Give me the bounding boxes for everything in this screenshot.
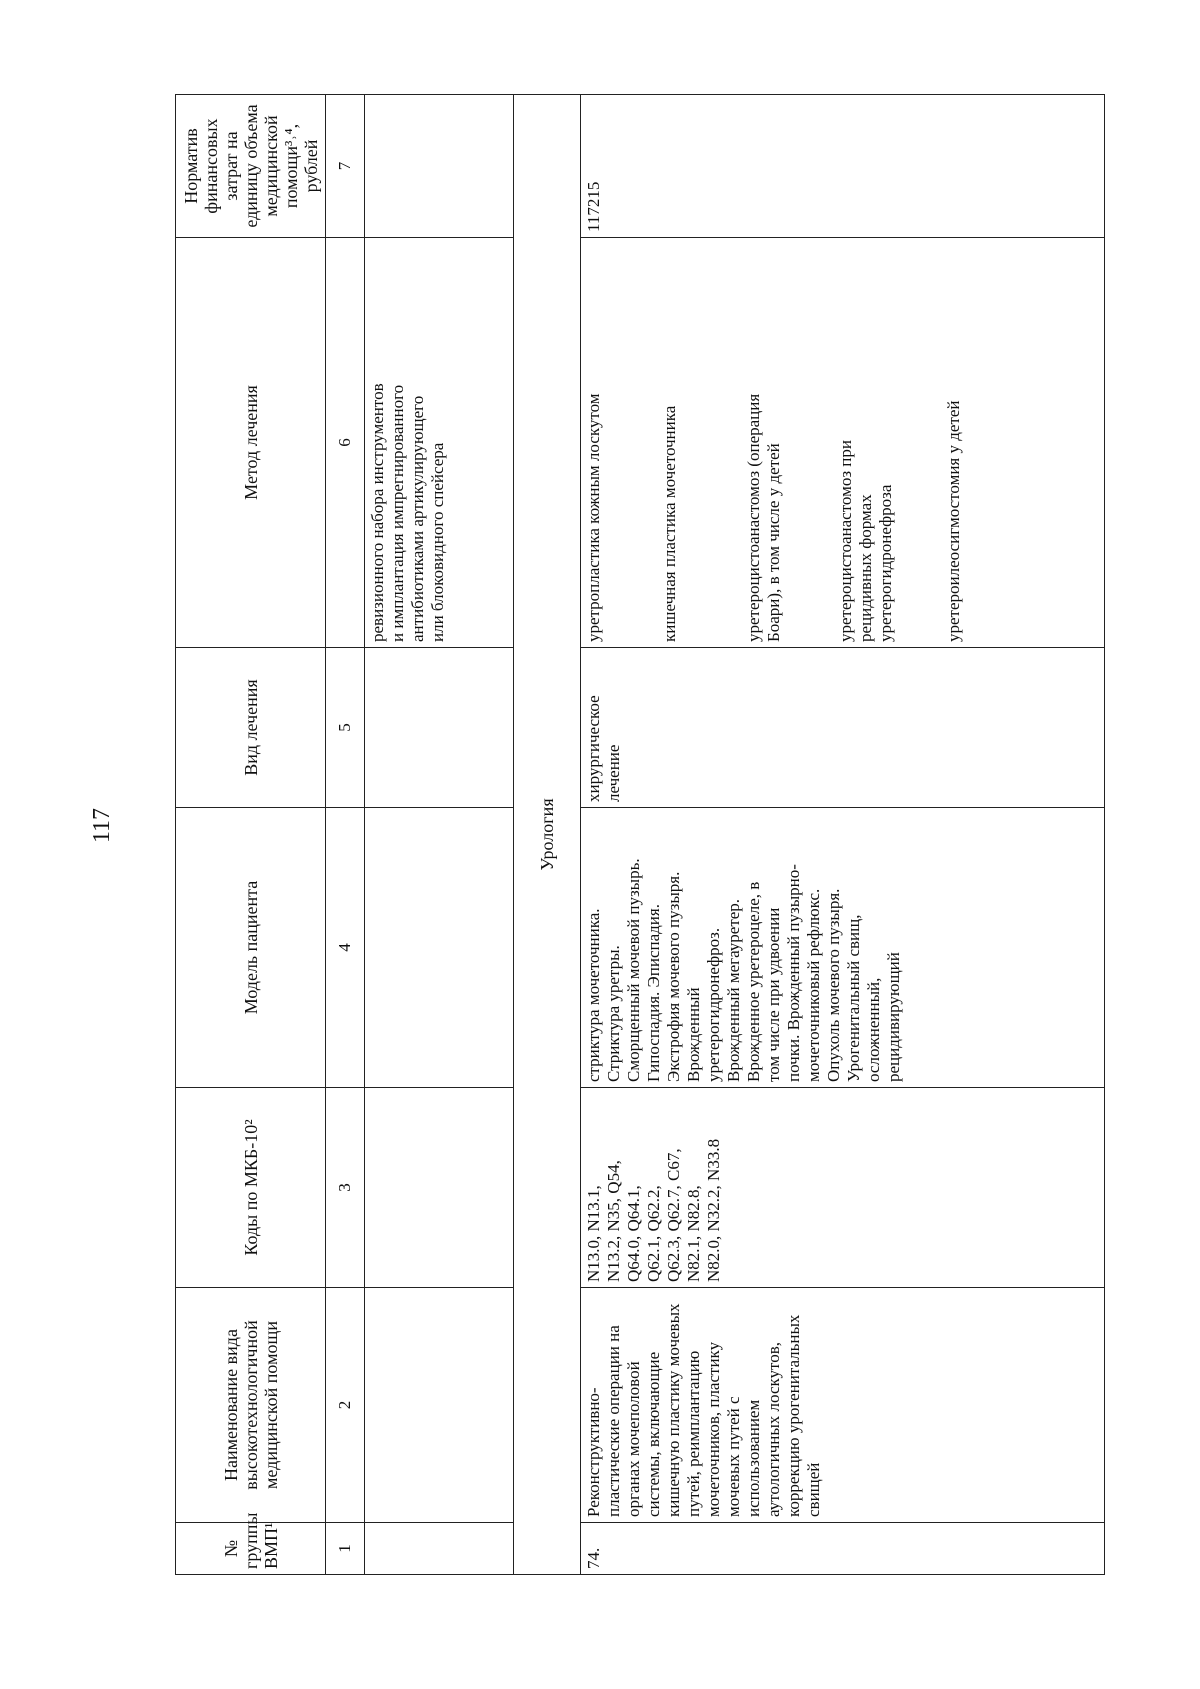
column-number: 7 — [326, 95, 365, 238]
column-number: 2 — [326, 1288, 365, 1523]
empty-cell — [365, 1288, 514, 1523]
method-item: уретероцистоанастомоз (операция Боари), в том числе у детей — [744, 393, 783, 642]
patient-model: стриктура мочеточника. Стриктура уретры. Сморщенный мочевой пузырь. Гипоспадия. Эписпадия. Экстрофия мочевого пузыря. Врожденный уретерогидронефроз. Врожденный мегауретер. Врожденное уретероцеле, в том числе при удвоении почки. Врожденный пузырно- мочеточниковый рефлюкс. Опухоль мочевого пузыря. Урогенитальный свищ, осложненный, рецидивирующий — [581, 808, 1105, 1088]
header-name: Наименование вида высокотехнологичной медицинской помощи — [176, 1288, 326, 1523]
treatment-methods — [581, 238, 1105, 648]
treatment-type: хирургическое лечение — [581, 648, 1105, 808]
empty-cell — [365, 808, 514, 1088]
continuation-row — [365, 95, 514, 1575]
continuation-method: ревизионного набора инструментов и имплантация импрегнированного антибиотиками артикулирующего или блоковидного спейсера — [365, 238, 514, 648]
column-number: 4 — [326, 808, 365, 1088]
column-number: 1 — [326, 1523, 365, 1575]
header-group-number: № группы ВМП¹ — [176, 1523, 326, 1575]
icd-codes: N13.0, N13.1, N13.2, N35, Q54, Q64.0, Q64.1, Q62.1, Q62.2, Q62.3, Q62.7, C67, N82.1, N82.8, N82.0, N32.2, N33.8 — [581, 1088, 1105, 1288]
header-treatment-type: Вид лечения — [176, 648, 326, 808]
header-cost: Норматив финансовых затрат на единицу объема медицинской помощи³˒⁴, рублей — [176, 95, 326, 238]
header-patient-model: Модель пациента — [176, 808, 326, 1088]
method-item: уретероцистоанастомоз при рецидивных формах уретерогидронефроза — [836, 440, 895, 642]
empty-cell — [365, 1523, 514, 1575]
section-row — [514, 95, 581, 1575]
column-number-row — [326, 95, 365, 1575]
vmp-name: Реконструктивно- пластические операции на органах мочеполовой системы, включающие кишечную пластику мочевых путей, реимплантацию мочеточников, пластику мочевых путей с использованием аутологичных лоскутов, коррекцию урогенитальных свищей — [581, 1288, 1105, 1523]
header-row — [176, 95, 326, 1575]
cost-value: 117215 — [581, 95, 1105, 238]
empty-cell — [365, 648, 514, 808]
group-number: 74. — [581, 1523, 1105, 1575]
header-codes: Коды по МКБ-10² — [176, 1088, 326, 1288]
method-item: уретропластика кожным лоскутом — [584, 393, 603, 642]
vmp-table — [175, 94, 1105, 1575]
column-number: 3 — [326, 1088, 365, 1288]
rotated-table-wrapper — [175, 95, 1105, 1575]
empty-cell — [365, 95, 514, 238]
header-method: Метод лечения — [176, 238, 326, 648]
empty-cell — [365, 1088, 514, 1288]
column-number: 5 — [326, 648, 365, 808]
page-number: 117 — [89, 807, 116, 843]
column-number: 6 — [326, 238, 365, 648]
table-row — [581, 95, 1105, 1575]
section-title: Урология — [514, 95, 581, 1575]
method-item: кишечная пластика мочеточника — [660, 405, 679, 642]
method-item: уретероилеосигмостомия у детей — [944, 400, 963, 642]
